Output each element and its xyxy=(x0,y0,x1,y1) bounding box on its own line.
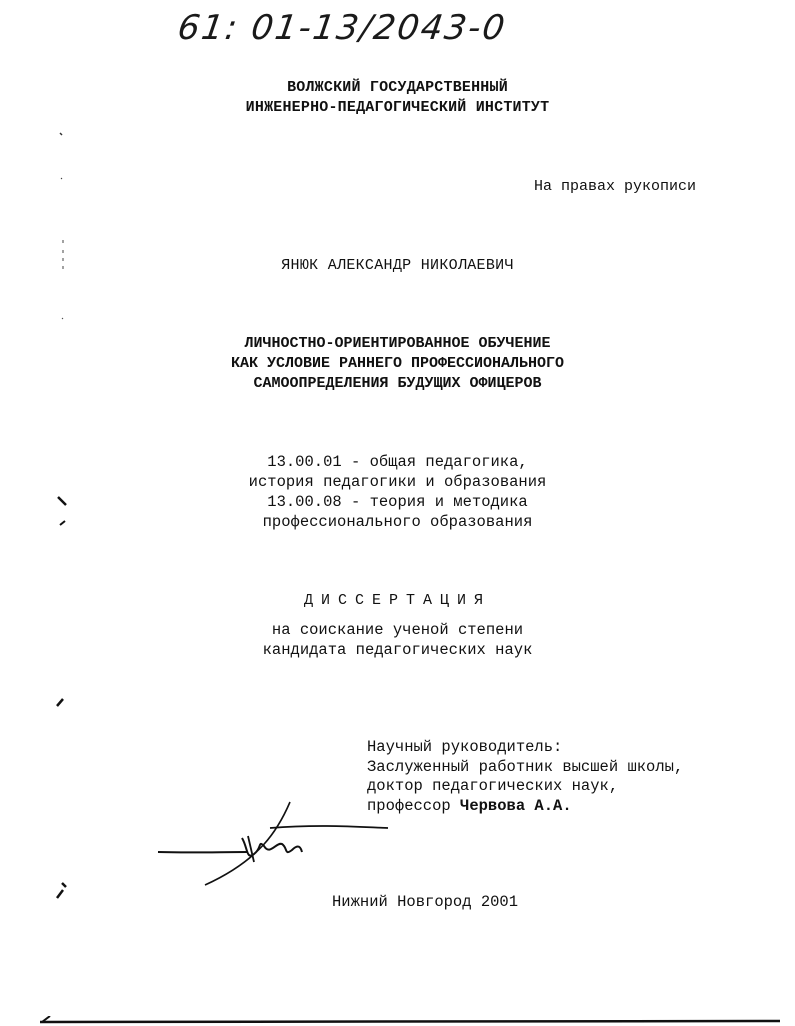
supervisor-block xyxy=(367,738,683,816)
institute-line-2: ИНЖЕНЕРНО-ПЕДАГОГИЧЕСКИЙ ИНСТИТУТ xyxy=(245,99,550,116)
degree-sought xyxy=(0,620,795,660)
city-year: Нижний Новгород 2001 xyxy=(332,893,519,911)
archive-number-handwritten: 61: 01-13/2043-0 xyxy=(175,8,510,48)
supervisor-line-1: Научный руководитель: xyxy=(367,738,563,756)
supervisor-line-2: Заслуженный работник высшей школы, xyxy=(367,757,684,776)
title-line-3: САМООПРЕДЕЛЕНИЯ БУДУЩИХ ОФИЦЕРОВ xyxy=(253,375,542,392)
supervisor-line-4 xyxy=(367,797,683,817)
institute-name xyxy=(0,78,795,118)
supervisor-title: профессор xyxy=(367,796,461,815)
supervisor-line-3: доктор педагогических наук, xyxy=(367,777,619,795)
document-type: ДИССЕРТАЦИЯ xyxy=(303,592,492,609)
title-line-1: ЛИЧНОСТНО-ОРИЕНТИРОВАННОЕ ОБУЧЕНИЕ xyxy=(244,335,551,352)
supervisor-name: Червова А.А. xyxy=(460,796,572,815)
specialty-line-1: 13.00.01 - общая педагогика, xyxy=(267,453,528,471)
scan-bottom-edge xyxy=(40,1016,780,1026)
title-line-2: КАК УСЛОВИЕ РАННЕГО ПРОФЕССИОНАЛЬНОГО xyxy=(230,355,565,372)
specialties xyxy=(0,452,795,532)
specialty-line-2: история педагогики и образования xyxy=(248,473,547,491)
specialty-line-3: 13.00.08 - теория и методика xyxy=(267,493,528,511)
degree-line-2: кандидата педагогических наук xyxy=(262,641,533,659)
rights-note: На правах рукописи xyxy=(534,178,697,195)
signature-drawing xyxy=(150,800,400,895)
author-name: ЯНЮК АЛЕКСАНДР НИКОЛАЕВИЧ xyxy=(281,257,514,274)
institute-line-1: ВОЛЖСКИЙ ГОСУДАРСТВЕННЫЙ xyxy=(287,79,508,96)
dissertation-title xyxy=(0,334,795,394)
degree-line-1: на соискание ученой степени xyxy=(271,621,524,639)
scan-margin-marks xyxy=(0,0,80,1026)
specialty-line-4: профессионального образования xyxy=(262,513,533,531)
